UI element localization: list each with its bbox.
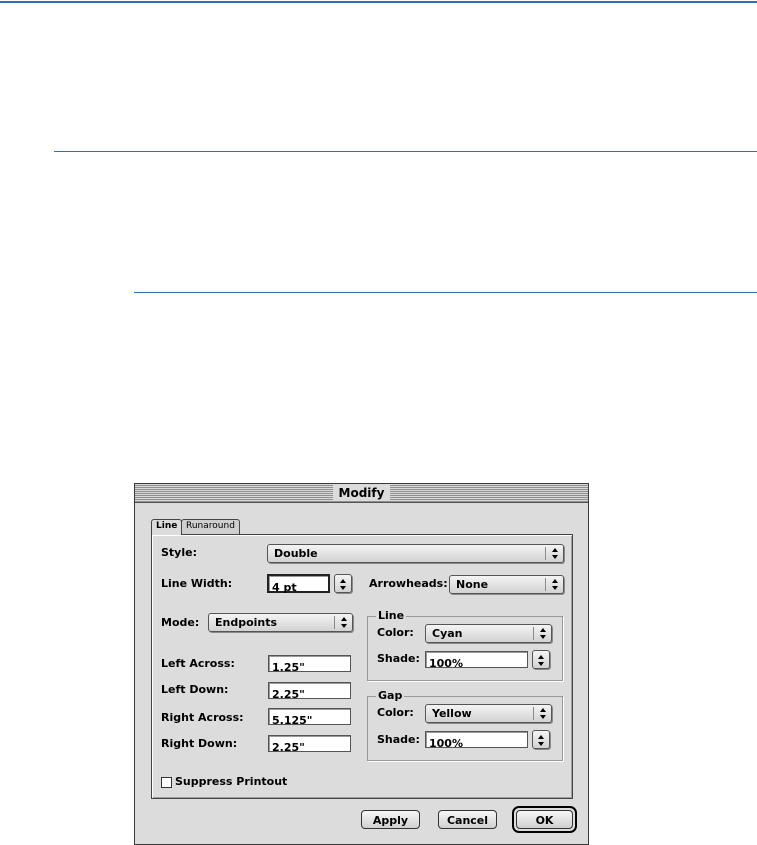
left-across-label: Left Across: [161, 657, 235, 670]
modify-dialog [134, 483, 589, 845]
gap-color-value: Yellow [432, 707, 472, 720]
popup-arrows-icon [539, 625, 547, 642]
suppress-printout-checkbox[interactable] [161, 777, 172, 788]
stepper-arrows-icon [339, 576, 347, 593]
line-color-popup[interactable] [425, 624, 552, 643]
popup-separator [545, 578, 546, 591]
tab-runaround-label: Runaround [186, 521, 235, 531]
line-color-label: Color: [377, 626, 414, 639]
mode-label: Mode: [161, 616, 200, 629]
line-shade-field[interactable] [425, 651, 528, 668]
left-down-label: Left Down: [161, 683, 229, 696]
gap-shade-input[interactable] [426, 736, 527, 751]
right-down-label: Right Down: [161, 737, 238, 750]
line-group-title: Line [378, 609, 405, 622]
gap-color-popup[interactable] [425, 704, 552, 723]
line-width-field[interactable] [267, 574, 330, 593]
mode-popup[interactable] [208, 613, 353, 632]
left-across-input[interactable] [269, 660, 350, 675]
style-popup[interactable] [267, 544, 564, 563]
apply-button[interactable]: Apply [361, 810, 420, 829]
tab-runaround[interactable] [181, 519, 240, 534]
cancel-button[interactable]: Cancel [438, 810, 497, 829]
gap-shade-label: Shade: [377, 733, 420, 746]
right-across-field[interactable] [268, 708, 351, 725]
popup-arrows-icon [539, 705, 547, 722]
left-down-input[interactable] [269, 687, 350, 702]
line-width-label: Line Width: [161, 577, 233, 590]
suppress-printout-label[interactable]: Suppress Printout [175, 775, 288, 788]
gap-shade-field[interactable] [425, 731, 528, 748]
page-rule-top [0, 1, 757, 3]
page-rule-lower [134, 292, 757, 293]
dialog-title: Modify [333, 485, 391, 501]
page-rule-middle [54, 151, 757, 152]
left-across-field[interactable] [268, 655, 351, 672]
line-width-stepper[interactable] [334, 574, 352, 593]
line-shade-input[interactable] [426, 656, 527, 671]
popup-arrows-icon [551, 545, 559, 562]
popup-separator [533, 627, 534, 640]
popup-separator [533, 707, 534, 720]
popup-separator [545, 547, 546, 560]
popup-arrows-icon [551, 576, 559, 593]
right-down-field[interactable] [268, 735, 351, 752]
arrowheads-value: None [456, 578, 489, 591]
gap-color-label: Color: [377, 706, 414, 719]
arrowheads-popup[interactable] [449, 575, 564, 594]
right-across-label: Right Across: [161, 711, 244, 724]
arrowheads-label: Arrowheads: [369, 577, 448, 590]
tab-line[interactable] [151, 519, 182, 535]
stepper-arrows-icon [537, 732, 545, 749]
line-shade-label: Shade: [377, 652, 420, 665]
stepper-arrows-icon [537, 652, 545, 669]
line-color-value: Cyan [432, 627, 463, 640]
left-down-field[interactable] [268, 682, 351, 699]
right-across-input[interactable] [269, 713, 350, 728]
line-shade-stepper[interactable] [532, 650, 550, 669]
ok-button[interactable]: OK [516, 810, 573, 829]
popup-separator [334, 616, 335, 629]
dialog-titlebar[interactable] [135, 484, 588, 503]
line-width-input[interactable] [269, 580, 328, 595]
style-label: Style: [161, 546, 197, 559]
popup-arrows-icon [340, 614, 348, 631]
gap-shade-stepper[interactable] [532, 730, 550, 749]
style-value: Double [274, 547, 318, 560]
right-down-input[interactable] [269, 740, 350, 755]
gap-group-title: Gap [378, 689, 403, 702]
mode-value: Endpoints [215, 616, 278, 629]
tab-line-label: Line [156, 521, 178, 531]
